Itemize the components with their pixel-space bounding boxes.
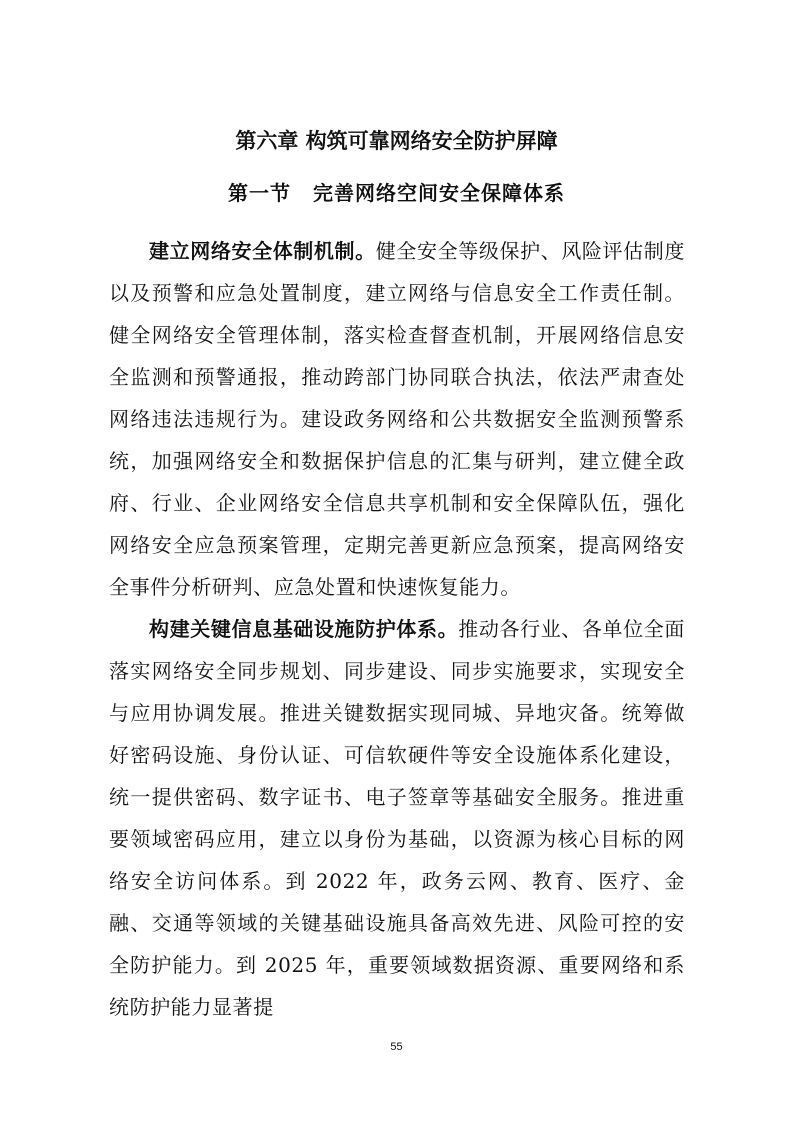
section-title: 完善网络空间安全保障体系 [313, 181, 565, 205]
section-heading [0, 178, 793, 208]
chapter-title: 第六章 构筑可靠网络安全防护屏障 [235, 129, 558, 153]
page-number: 55 [390, 1041, 403, 1053]
body-text [109, 230, 685, 1028]
paragraph-2 [109, 608, 685, 1028]
paragraph-1-text: 健全安全等级保护、风险评估制度以及预警和应急处置制度，建立网络与信息安全工作责任制。健全网络安全管理体制，落实检查督查机制，开展网络信息安全监测和预警通报，推动跨部门协同联合执法，依法严肃查处网络违法违规行为。建设政务网络和公共数据安全监测预警系统，加强网络安全和数据保护信息的汇集与研判，建立健全政府、行业、企业网络安全信息共享机制和安全保障队伍，强化网络安全应急预案管理，定期完善更新应急预案，提高网络安全事件分析研判、应急处置和快速恢复能力。 [109, 239, 685, 599]
paragraph-2-lead: 构建关键信息基础设施防护体系。 [149, 617, 459, 641]
section-number: 第一节 [228, 181, 291, 205]
paragraph-1 [109, 230, 685, 608]
paragraph-1-lead: 建立网络安全体制机制。 [149, 239, 376, 263]
paragraph-2-text: 推动各行业、各单位全面落实网络安全同步规划、同步建设、同步实施要求，实现安全与应用协调发展。推进关键数据实现同城、异地灾备。统筹做好密码设施、身份认证、可信软硬件等安全设施体系化建设，统一提供密码、数字证书、电子签章等基础安全服务。推进重要领域密码应用，建立以身份为基础，以资源为核心目标的网络安全访问体系。到 2022 年，政务云网、教育、医疗、金融、交通等领域的关键基础设施具备高效先进、风险可控的安全防护能力。到 2025 年，重要领域数据资源、重要网络和系统防护能力显著提 [109, 617, 685, 1019]
